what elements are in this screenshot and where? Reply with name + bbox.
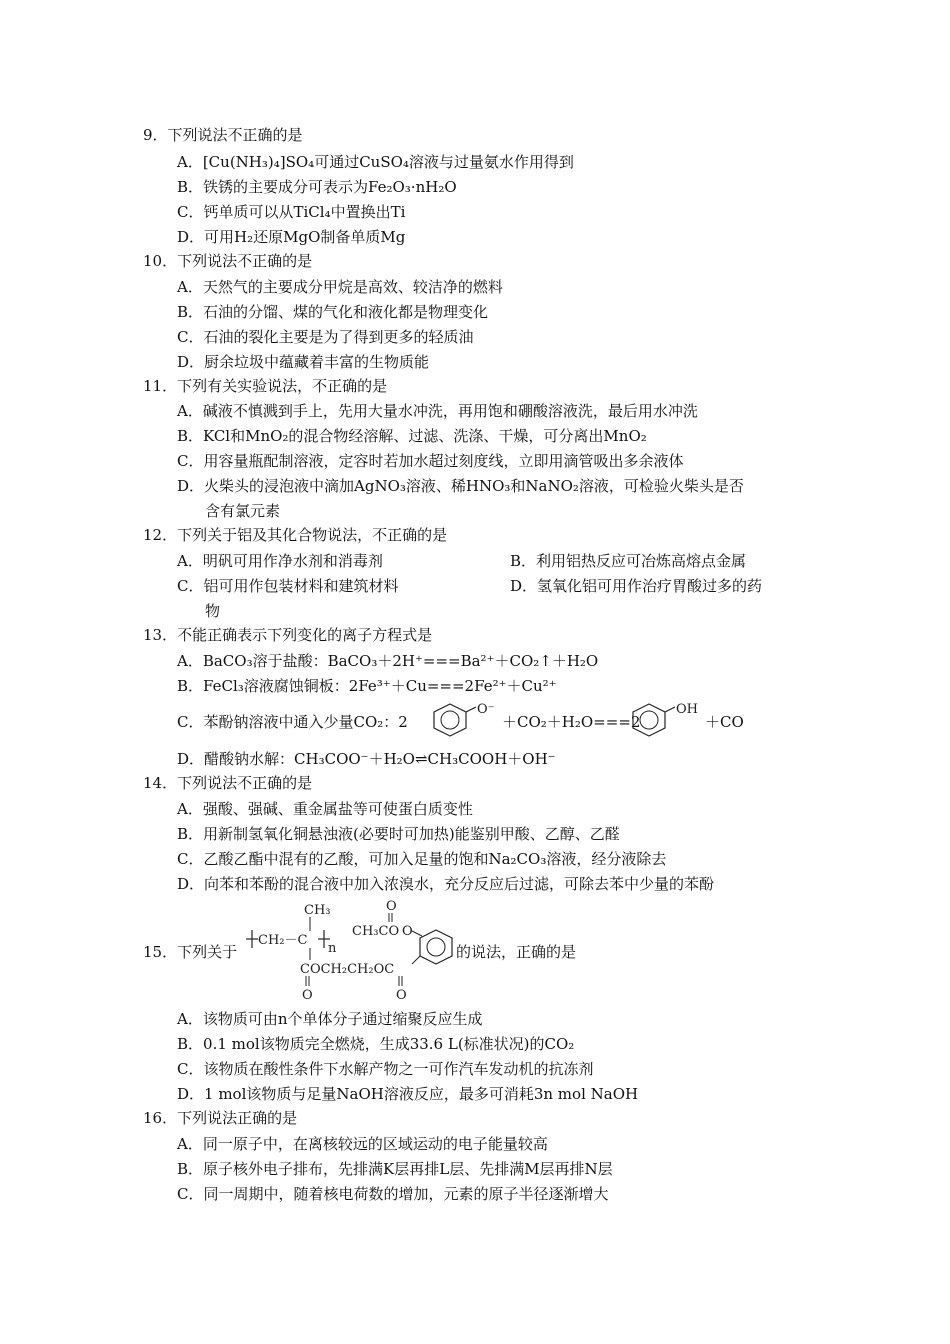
- polymer-n-subscript: n: [328, 941, 337, 956]
- q10-option-c: C．石油的裂化主要是为了得到更多的轻质油: [177, 328, 474, 346]
- q14-option-b: B．用新制氢氧化铜悬浊液(必要时可加热)能鉴别甲酸、乙醇、乙醛: [177, 825, 620, 843]
- q9-option-b: B．铁锈的主要成分可表示为Fe₂O₃·nH₂O: [177, 178, 457, 196]
- q16-option-c: C．同一周期中，随着核电荷数的增加，元素的原子半径逐渐增大: [177, 1185, 609, 1203]
- q13-option-c-middle: ＋CO₂＋H₂O===2: [502, 713, 641, 731]
- q15-stem-prefix: 15．下列关于: [143, 943, 238, 961]
- q10-stem: 10．下列说法不正确的是: [143, 252, 313, 270]
- phenol-structure: [631, 700, 703, 740]
- q10-option-a: A．天然气的主要成分甲烷是高效、较洁净的燃料: [177, 278, 503, 296]
- q12-option-a: A．明矾可用作净水剂和消毒剂: [177, 552, 383, 570]
- phenoxide-structure: [432, 700, 502, 740]
- q15-option-d: D．1 mol该物质与足量NaOH溶液反应，最多可消耗3n mol NaOH: [177, 1085, 639, 1103]
- q15-option-c: C．该物质在酸性条件下水解产物之一可作汽车发动机的抗冻剂: [177, 1060, 594, 1078]
- polymer-methyl-label: CH₃: [304, 903, 331, 918]
- q11-stem: 11．下列有关实验说法，不正确的是: [143, 377, 388, 395]
- q11-option-b: B．KCl和MnO₂的混合物经溶解、过滤、洗涤、干燥，可分离出MnO₂: [177, 427, 647, 445]
- acetoxy-ether-o: O: [402, 924, 413, 939]
- q14-option-a: A．强酸、强碱、重金属盐等可使蛋白质变性: [177, 800, 473, 818]
- q12-stem: 12．下列关于铝及其化合物说法，不正确的是: [143, 526, 448, 544]
- q15-option-b: B．0.1 mol该物质完全燃烧，生成33.6 L(标准状况)的CO₂: [177, 1035, 575, 1053]
- q13-option-a: A．BaCO₃溶于盐酸：BaCO₃＋2H⁺===Ba²⁺＋CO₂↑＋H₂O: [177, 652, 599, 670]
- q14-option-d: D．向苯和苯酚的混合液中加入浓溴水，充分反应后过滤，可除去苯中少量的苯酚: [177, 875, 715, 893]
- q11-option-d-continued: 含有氯元素: [205, 502, 281, 520]
- q15-stem-suffix: 的说法，正确的是: [456, 943, 577, 961]
- polymer-carbonyl-o-right: O: [396, 988, 407, 1002]
- q12-option-d: D．氢氧化铝可用作治疗胃酸过多的药: [510, 577, 763, 595]
- q12-option-b: B．利用铝热反应可冶炼高熔点金属: [510, 552, 747, 570]
- q13-option-c-prefix: C．苯酚钠溶液中通入少量CO₂：2: [177, 713, 408, 731]
- acetoxy-group-label: CH₃CO: [352, 924, 400, 939]
- q11-option-d: D．火柴头的浸泡液中滴加AgNO₃溶液、稀HNO₃和NaNO₂溶液，可检验火柴头是否: [177, 477, 744, 495]
- q12-option-d-continued: 物: [205, 602, 221, 620]
- q11-option-a: A．碱液不慎溅到手上，先用大量水冲洗，再用饱和硼酸溶液洗，最后用水冲洗: [177, 402, 698, 420]
- q13-option-b: B．FeCl₃溶液腐蚀铜板：2Fe³⁺＋Cu===2Fe²⁺＋Cu²⁺: [177, 677, 557, 695]
- phenol-oh-label: OH: [676, 702, 698, 717]
- q16-option-b: B．原子核外电子排布，先排满K层再排L层、先排满M层再排N层: [177, 1160, 613, 1178]
- polymer-carbonyl-o-left: O: [302, 988, 313, 1002]
- q12-option-c: C．铝可用作包装材料和建筑材料: [177, 577, 399, 595]
- polymer-ester-chain-label: COCH₂CH₂OC: [300, 962, 395, 977]
- q13-option-d: D．醋酸钠水解：CH₃COO⁻＋H₂O⇌CH₃COOH＋OH⁻: [177, 750, 556, 768]
- q9-option-d: D．可用H₂还原MgO制备单质Mg: [177, 228, 406, 246]
- q16-option-a: A．同一原子中，在离核较远的区域运动的电子能量较高: [177, 1135, 548, 1153]
- q9-option-a: A．[Cu(NH₃)₄]SO₄可通过CuSO₄溶液与过量氨水作用得到: [177, 153, 574, 171]
- q16-stem: 16．下列说法正确的是: [143, 1109, 298, 1127]
- q11-option-c: C．用容量瓶配制溶液，定容时若加水超过刻度线，立即用滴管吸出多余液体: [177, 452, 684, 470]
- q13-stem: 13．不能正确表示下列变化的离子方程式是: [143, 626, 433, 644]
- polymer-backbone-label: CH₂－C: [258, 933, 308, 948]
- polymer-structure: [244, 898, 456, 1002]
- phenoxide-o-label: O⁻: [477, 702, 495, 717]
- q9-stem: 9．下列说法不正确的是: [143, 126, 303, 144]
- acetoxy-carbonyl-o: O: [386, 899, 397, 914]
- q9-option-c: C．钙单质可以从TiCl₄中置换出Ti: [177, 203, 406, 221]
- q14-stem: 14．下列说法不正确的是: [143, 774, 313, 792]
- q14-option-c: C．乙酸乙酯中混有的乙酸，可加入足量的饱和Na₂CO₃溶液，经分液除去: [177, 850, 667, 868]
- q10-option-b: B．石油的分馏、煤的气化和液化都是物理变化: [177, 303, 489, 321]
- q15-option-a: A．该物质可由n个单体分子通过缩聚反应生成: [177, 1010, 483, 1028]
- q13-option-c-end: ＋CO: [705, 713, 744, 731]
- q10-option-d: D．厨余垃圾中蕴藏着丰富的生物质能: [177, 353, 430, 371]
